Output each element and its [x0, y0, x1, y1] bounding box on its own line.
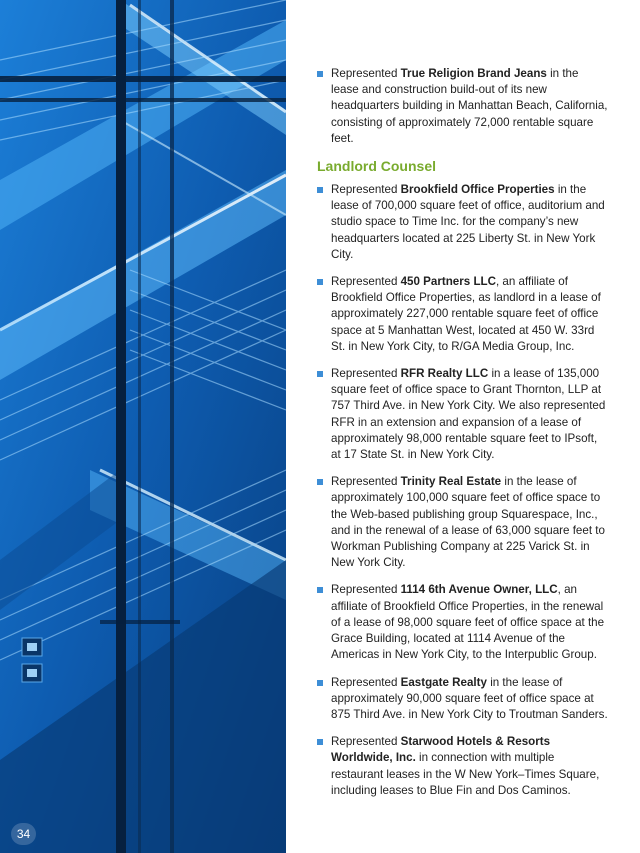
bullet-icon [317, 587, 323, 593]
page-number: 34 [11, 823, 36, 845]
item-post: in the lease of 700,000 square feet of office, auditorium and studio space to Time Inc. for the company’s new headquarters located at 225 Liberty St. in New York City. [331, 183, 605, 261]
client-name: 1114 6th Avenue Owner, LLC [400, 583, 558, 597]
client-name: RFR Realty LLC [400, 367, 489, 381]
client-name: Eastgate Realty [400, 675, 487, 689]
item-pre: Represented [331, 675, 401, 689]
landlord-item [317, 734, 609, 799]
item-post: in the lease and construction build-out of its new headquarters building in Manhattan Beach, California, consisting of approximately 72,000 rentable square feet. [331, 67, 608, 145]
bullet-icon [317, 187, 323, 193]
item-pre: Represented [331, 275, 401, 289]
item-pre: Represented [331, 735, 401, 749]
bullet-icon [317, 279, 323, 285]
intro-item [317, 66, 609, 147]
landlord-item [317, 675, 609, 724]
bullet-icon [317, 479, 323, 485]
client-name: Starwood Hotels & Resorts Worldwide, Inc. [331, 735, 551, 765]
bullet-icon [317, 739, 323, 745]
staircase-photo [0, 0, 286, 853]
landlord-item [317, 582, 609, 663]
item-post: in connection with multiple restaurant leases in the W New York–Times Square, including leases to Blue Fin and Dos Caminos. [331, 751, 600, 797]
landlord-item [317, 182, 609, 263]
landlord-item [317, 474, 609, 571]
bullet-icon [317, 71, 323, 77]
item-pre: Represented [331, 183, 401, 197]
client-name: True Religion Brand Jeans [400, 67, 547, 80]
client-name: Trinity Real Estate [400, 475, 502, 489]
item-pre: Represented [331, 367, 401, 381]
item-post: in a lease of 135,000 square feet of office space to Grant Thornton, LLP at 757 Third Ave. in New York City. We also represented RFR in an extension and expansion of a lease of approximately 98,000 rentable square feet to IPsoft, at 17 State St. in New York City. [331, 367, 606, 462]
section-heading: Landlord Counsel [317, 158, 436, 175]
item-post: , an affiliate of Brookfield Office Properties, in the renewal of a lease of 98,000 square feet of office space at the Grace Building, located at 1114 Avenue of the Americas in New York City, to the Interpublic Group. [331, 583, 605, 662]
item-pre: Represented [331, 475, 401, 489]
content-column [317, 66, 609, 810]
client-name: Brookfield Office Properties [400, 183, 555, 197]
item-post: in the lease of approximately 100,000 square feet of office space to the Web-based publishing group Squarespace, Inc., and in the renewal of a lease of 63,000 square feet to Workman Publishing Company at 225 Varick St. in New York City. [331, 475, 605, 570]
client-name: 450 Partners LLC [400, 275, 496, 289]
item-post: in the lease of approximately 90,000 square feet of office space at 875 Third Ave. in New York City to Troutman Sanders. [331, 675, 608, 721]
bullet-icon [317, 371, 323, 377]
bullet-icon [317, 680, 323, 686]
landlord-item [317, 366, 609, 463]
item-pre: Represented [331, 67, 401, 80]
item-pre: Represented [331, 583, 401, 597]
landlord-item [317, 274, 609, 355]
item-post: , an affiliate of Brookfield Office Properties, as landlord in a lease of approximately 227,000 rentable square feet of office space at 5 Manhattan West, located at 450 W. 33rd St. in New York City, to R/GA Media Group, Inc. [331, 275, 601, 353]
